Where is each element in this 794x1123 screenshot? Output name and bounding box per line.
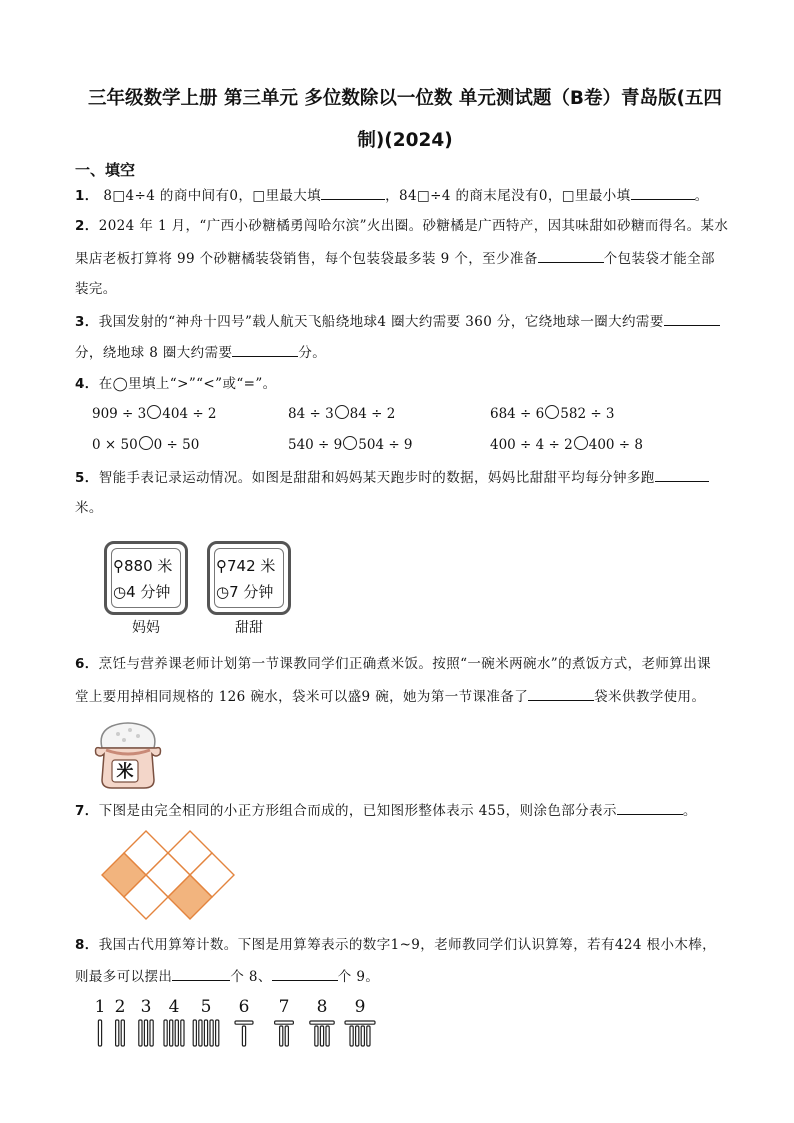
comparison-item: 0 × 50 0 ÷ 50 [92, 437, 200, 453]
rod-digit-label: 4 [168, 997, 180, 1017]
watch-time: 7 分钟 [229, 583, 274, 601]
comparison-item: 400 ÷ 4 ÷ 2 400 ÷ 8 [490, 437, 643, 453]
counting-rod-4 [164, 1020, 184, 1046]
page-title [60, 78, 750, 162]
question-number: 8． [75, 937, 99, 953]
counting-rod-8 [310, 1021, 334, 1046]
answer-blank[interactable] [321, 185, 385, 200]
q2-line-2b: 个包装袋才能全部 [603, 251, 715, 267]
location-icon: ⚲ [216, 557, 227, 575]
answer-blank[interactable] [232, 342, 298, 357]
question-number: 4． [75, 376, 99, 392]
q3-line-2a: 分，绕地球 8 圈大约需要 [75, 345, 233, 361]
q1-text-b: ，84□÷4 的商末尾没有0，□里最小填 [385, 188, 631, 204]
q5-line-1: 智能手表记录运动情况。如图是甜甜和妈妈某天跑步时的数据，妈妈比甜甜平均每分钟多跑 [98, 470, 655, 486]
watch-label: 妈妈 [132, 620, 160, 636]
compare-circle[interactable] [139, 436, 153, 450]
smartwatch-tiantian [207, 541, 291, 615]
answer-blank[interactable] [172, 966, 230, 981]
question-number: 6． [75, 656, 99, 672]
counting-rod-5 [193, 1020, 219, 1046]
section-heading: 一、填空 [75, 161, 136, 179]
bag-label: 米 [116, 762, 134, 782]
compare-circle[interactable] [545, 405, 559, 419]
q3-line-1: 我国发射的“神舟十四号”载人航天飞船绕地球4 圈大约需要 360 分，它绕地球一圈大约需要 [98, 314, 664, 330]
counting-rod-2 [116, 1020, 125, 1046]
rod-digit-label: 9 [354, 997, 366, 1017]
answer-blank[interactable] [631, 185, 695, 200]
q5-line-2: 米。 [75, 500, 103, 516]
q8-line-2b: 个 8、 [230, 969, 272, 985]
rod-digit-label: 3 [140, 997, 152, 1017]
compare-circle[interactable] [343, 436, 357, 450]
comparison-item: 909 ÷ 3 404 ÷ 2 [92, 406, 217, 422]
answer-blank[interactable] [617, 800, 683, 815]
q4-intro: 在◯里填上“>”“<”或“=”。 [98, 376, 277, 392]
title-line-1: 三年级数学上册 第三单元 多位数除以一位数 单元测试题（B卷）青岛版(五四 [88, 88, 722, 109]
question-3 [75, 311, 720, 332]
q3-line-2b: 分。 [298, 345, 327, 361]
rod-digit-label: 5 [200, 997, 212, 1017]
location-icon: ⚲ [113, 557, 124, 575]
rice-bag-image [92, 718, 164, 792]
question-6 [75, 654, 711, 674]
question-number: 2． [75, 218, 99, 234]
question-3-line-2 [75, 342, 326, 363]
rod-digit-label: 2 [114, 997, 126, 1017]
q8-line-2a: 则最多可以摆出 [75, 969, 173, 985]
rod-digit-label: 1 [94, 997, 106, 1017]
comparison-item: 540 ÷ 9 504 ÷ 9 [288, 437, 413, 453]
q8-line-1: 我国古代用算筹计数。下图是用算筹表示的数字1~9，老师教同学们认识算筹，若有424 根小木棒， [98, 937, 717, 953]
q2-line-3: 装完。 [75, 281, 117, 297]
watch-distance: 880 米 [124, 557, 173, 575]
question-2-line-2 [75, 248, 715, 269]
q6-line-1: 烹饪与营养课老师计划第一节课教同学们正确煮米饭。按照“一碗米两碗水”的煮饭方式，老师算出课 [98, 656, 712, 672]
q1-text-a: 8□4÷4 的商中间有0，□里最大填 [103, 188, 322, 204]
question-1 [75, 185, 708, 206]
smartwatch-mom [104, 541, 188, 615]
answer-blank[interactable] [272, 966, 338, 981]
question-4 [75, 374, 277, 394]
answer-blank[interactable] [528, 686, 594, 701]
q7-text-b: 。 [682, 803, 697, 819]
question-number: 1． [75, 188, 99, 204]
question-number: 7． [75, 803, 99, 819]
answer-blank[interactable] [655, 467, 709, 482]
q6-line-2a: 堂上要用掉相同规格的 126 碗水，袋米可以盛9 碗，她为第一节课准备了 [75, 689, 529, 705]
counting-rods-figure [88, 994, 388, 1050]
watch-distance: 742 米 [227, 557, 276, 575]
rod-digit-label: 6 [238, 997, 250, 1017]
question-5 [75, 467, 709, 488]
diamond-squares-figure [100, 829, 240, 923]
counting-rod-3 [139, 1020, 153, 1046]
question-number: 3． [75, 314, 99, 330]
q8-line-2c: 个 9。 [337, 969, 380, 985]
q6-line-2b: 袋米供教学使用。 [594, 689, 706, 705]
clock-icon: ◷ [113, 583, 127, 601]
q2-line-2a: 果店老板打算将 99 个砂糖橘装袋销售，每个包装袋最多装 9 个，至少准备 [75, 251, 538, 267]
watch-label: 甜甜 [235, 620, 263, 636]
question-8 [75, 935, 716, 955]
compare-circle[interactable] [335, 405, 349, 419]
compare-circle[interactable] [574, 436, 588, 450]
q2-line-1: 2024 年 1 月，“广西小砂糖橘勇闯哈尔滨”火出圈。砂糖橘是广西特产，因其味甜如砂糖而得名。某水 [98, 218, 729, 234]
counting-rod-9 [345, 1021, 375, 1046]
watch-time: 4 分钟 [126, 583, 171, 601]
question-8-line-2 [75, 966, 379, 987]
comparison-item: 684 ÷ 6 582 ÷ 3 [490, 406, 615, 422]
question-number: 5． [75, 470, 99, 486]
counting-rod-7 [275, 1021, 294, 1046]
answer-blank[interactable] [664, 311, 720, 326]
question-7 [75, 800, 697, 821]
clock-icon: ◷ [216, 583, 230, 601]
title-line-2: 制)(2024) [357, 130, 453, 151]
question-6-line-2 [75, 686, 705, 707]
q1-text-c: 。 [694, 188, 709, 204]
question-2 [75, 216, 728, 236]
q7-text-a: 下图是由完全相同的小正方形组合而成的，已知图形整体表示 455，则涂色部分表示 [98, 803, 617, 819]
rod-digit-label: 7 [278, 997, 290, 1017]
compare-circle[interactable] [147, 405, 161, 419]
counting-rod-6 [235, 1021, 253, 1046]
answer-blank[interactable] [538, 248, 604, 263]
rod-digit-label: 8 [316, 997, 328, 1017]
counting-rod-1 [98, 1020, 101, 1046]
comparison-item: 84 ÷ 3 84 ÷ 2 [288, 406, 396, 422]
